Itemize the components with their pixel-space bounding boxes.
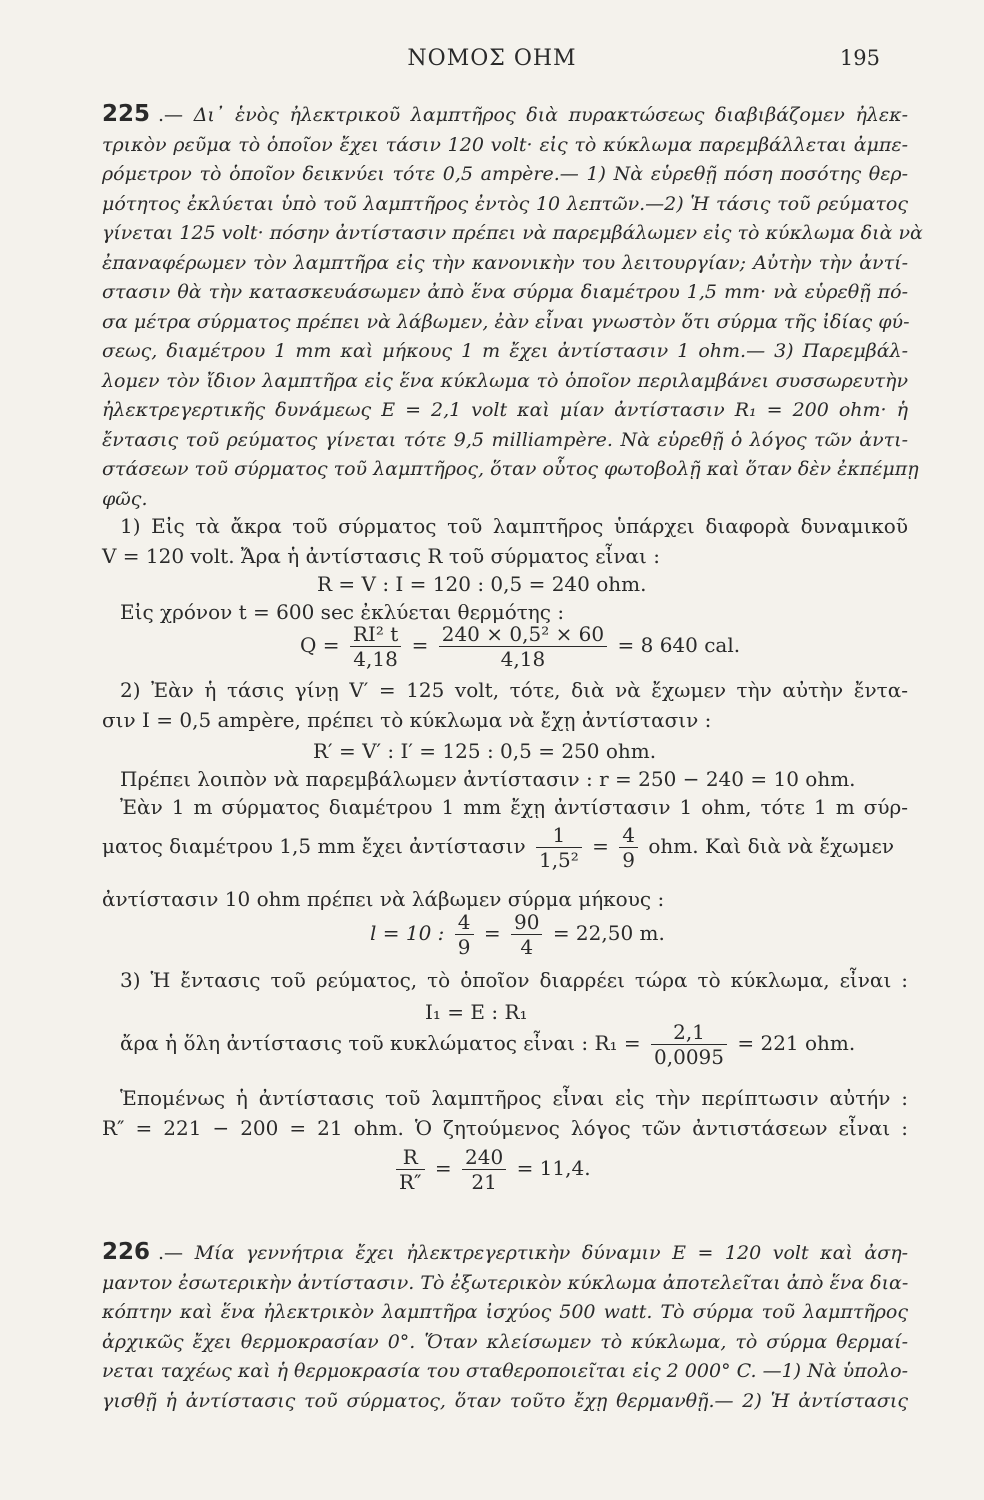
solution-part-3 — [102, 966, 908, 996]
statement-line: ἐπαναφέρωμεν τὸν λαμπτῆρα εἰς τὴν κανονικὴν του λειτουργίαν; Αὐτὴν τὴν ἀντί- — [102, 251, 908, 274]
problem-226-statement — [102, 1238, 908, 1416]
statement-line: σα μέτρα σύρματος πρέπει νὰ λάβωμεν, ἐὰν εἶναι γνωστὸν ὅτι σύρμα τῆς ἰδίας φύ- — [102, 310, 910, 333]
running-title: ΝΟΜΟΣ ΟΗΜ — [407, 46, 577, 71]
statement-line: μαντον ἐσωτερικὴν ἀντίστασιν. Τὸ ἐξωτερικὸν κύκλωμα ἀποτελεῖται ἀπὸ ἕνα δια- — [102, 1271, 909, 1294]
problem-225-statement — [102, 100, 923, 514]
solution-line: ἀντίστασιν 10 ohm πρέπει νὰ λάβωμεν σύρμα μήκους : — [102, 887, 665, 911]
fraction: $\frac{4}{9}$ — [619, 823, 638, 872]
solution-line: V = 120 volt. Ἄρα ἡ ἀντίστασις R τοῦ σύρματος εἶναι : — [102, 543, 660, 568]
fraction: $\frac{R}{R''}$ — [396, 1145, 425, 1194]
solution-part-3b — [102, 1084, 908, 1143]
fraction: $\frac{2,1}{0,0095}$ — [651, 1020, 727, 1069]
solution-part-1 — [102, 512, 908, 571]
statement-line: φῶς. — [102, 487, 148, 510]
statement-line: 226 .— Μία γεννήτρια ἔχει ἠλεκτρεγερτικὴν δύναμιν E = 120 volt καὶ ἀση- — [102, 1239, 908, 1265]
page-number: 195 — [839, 46, 880, 70]
statement-line: ἠλεκτρεγερτικῆς δυνάμεως E = 2,1 volt καὶ μίαν ἀντίστασιν R₁ = 200 ohm· ἡ — [102, 399, 908, 421]
fraction: $\frac{4}{9}$ — [455, 910, 474, 959]
statement-line: σεως, διαμέτρου 1 mm καὶ μήκους 1 m ἔχει ἀντίστασιν 1 ohm.— 3) Παρεμβάλ- — [102, 340, 908, 362]
fraction: $\frac{1}{\text{1,5²}}$ — [536, 823, 582, 872]
solution-line: 1) Εἰς τὰ ἄκρα τοῦ σύρματος τοῦ λαμπτῆρος ὑπάρχει διαφορὰ δυναμικοῦ — [120, 514, 908, 538]
statement-line: στάσεων τοῦ σύρματος τοῦ λαμπτῆρος, ὅταν οὗτος φωτοβολῇ καὶ ὅταν δὲν ἐκπέμπῃ — [102, 458, 919, 480]
solution-line-block — [102, 793, 908, 823]
statement-line: τρικὸν ρεῦμα τὸ ὁποῖον ἔχει τάσιν 120 volt· εἰς τὸ κύκλωμα παρεμβάλλεται ἀμπε- — [102, 133, 908, 156]
fraction: $\frac{90}{4}$ — [511, 910, 542, 959]
solution-part-2 — [102, 676, 908, 735]
problem-number: 225 — [102, 101, 151, 127]
problem-number: 226 — [102, 1239, 151, 1265]
eq-result: = 8 640 cal. — [617, 633, 741, 657]
fraction: $\frac{\text{240 × 0,5² × 60}}{4,18}$ — [439, 622, 607, 671]
equation-heat: Q = $\frac{\text{RI² t}}{4,18}$ = $\frac{\text{240 × 0,5² × 60}}{4,18}$ = 8 640 cal. — [300, 622, 741, 671]
solution-line: R″ = 221 − 200 = 21 ohm. Ὁ ζητούμενος λόγος τῶν ἀντιστάσεων εἶναι : — [102, 1115, 908, 1140]
equation-length: l = 10 : $\frac{4}{9}$ = $\frac{90}{4}$ = 22,50 m. — [370, 910, 665, 959]
fraction: $\frac{\text{RI² t}}{4,18}$ — [350, 622, 401, 671]
solution-line-with-fraction: ἄρα ἡ ὅλη ἀντίστασις τοῦ κυκλώματος εἶναι : R₁ = $\frac{2,1}{0,0095}$ = 221 ohm. — [120, 1020, 856, 1069]
solution-line: Ἑπομένως ἡ ἀντίστασις τοῦ λαμπτῆρος εἶναι εἰς τὴν περίπτωσιν αὐτήν : — [120, 1086, 908, 1110]
equation-ratio: $\frac{R}{R''}$ = $\frac{240}{21}$ = 11,4. — [392, 1145, 591, 1194]
page-header — [0, 46, 984, 76]
statement-line: νεται ταχέως καὶ ἡ θερμοκρασία του σταθεροποιεῖται εἰς 2 000° C. —1) Νὰ ὑπολο- — [102, 1360, 908, 1382]
statement-line: ρόμετρον τὸ ὁποῖον δεικνύει τότε 0,5 ampère.— 1) Νὰ εὑρεθῇ πόση ποσότης θερ- — [102, 163, 908, 185]
equation-resistance-2: R′ = V′ : I′ = 125 : 0,5 = 250 ohm. — [313, 739, 657, 763]
equation-resistance: R = V : I = 120 : 0,5 = 240 ohm. — [317, 572, 647, 596]
solution-line: 2) Ἐὰν ἡ τάσις γίνῃ V′ = 125 volt, τότε, διὰ νὰ ἔχωμεν τὴν αὐτὴν ἔντα- — [120, 678, 908, 702]
statement-line: 225 .— Δι᾽ ἑνὸς ἠλεκτρικοῦ λαμπτῆρος διὰ πυρακτώσεως διαβιβάζομεν ἠλεκ- — [102, 101, 908, 127]
equation-current: I₁ = E : R₁ — [425, 1000, 528, 1024]
solution-line: Πρέπει λοιπὸν νὰ παρεμβάλωμεν ἀντίστασιν : r = 250 − 240 = 10 ohm. — [120, 767, 856, 791]
solution-line-with-fraction: ματος διαμέτρου 1,5 mm ἔχει ἀντίστασιν $\frac{1}{\text{1,5²}}$ = $\frac{4}{9}$ ohm. Καὶ διὰ νὰ ἔχωμεν — [102, 823, 895, 872]
eq-lhs: Q = — [300, 633, 340, 657]
statement-line: μότητος ἐκλύεται ὑπὸ τοῦ λαμπτῆρος ἐντὸς 10 λεπτῶν.—2) Ἡ τάσις τοῦ ρεύματος — [102, 192, 908, 215]
statement-line: ἔντασις τοῦ ρεύματος γίνεται τότε 9,5 milliampère. Νὰ εὑρεθῇ ὁ λόγος τῶν ἀντι- — [102, 428, 908, 451]
statement-line: στασιν θὰ τὴν κατασκευάσωμεν ἀπὸ ἕνα σύρμα διαμέτρου 1,5 mm· νὰ εὑρεθῇ πό- — [102, 281, 908, 303]
statement-line: ἀρχικῶς ἔχει θερμοκρασίαν 0°. Ὅταν κλείσωμεν τὸ κύκλωμα, τὸ σύρμα θερμαί- — [102, 1330, 908, 1353]
solution-line: 3) Ἡ ἔντασις τοῦ ρεύματος, τὸ ὁποῖον διαρρέει τώρα τὸ κύκλωμα, εἶναι : — [120, 968, 908, 992]
statement-line: γίνεται 125 volt· πόσην ἀντίστασιν πρέπει νὰ παρεμβάλωμεν εἰς τὸ κύκλωμα διὰ νὰ — [102, 222, 923, 244]
statement-line: γισθῇ ἡ ἀντίστασις τοῦ σύρματος, ὅταν τοῦτο ἔχῃ θερμανθῇ.— 2) Ἡ ἀντίστασις — [102, 1389, 908, 1412]
statement-line: λομεν τὸν ἴδιον λαμπτῆρα εἰς ἕνα κύκλωμα τὸ ὁποῖον περιλαμβάνει συσσωρευτὴν — [102, 369, 908, 392]
fraction: $\frac{240}{21}$ — [462, 1145, 506, 1194]
solution-line: Ἐὰν 1 m σύρματος διαμέτρου 1 mm ἔχῃ ἀντίστασιν 1 ohm, τότε 1 m σύρ- — [120, 795, 909, 819]
statement-line: κόπτην καὶ ἕνα ἠλεκτρικὸν λαμπτῆρα ἰσχύος 500 watt. Τὸ σύρμα τοῦ λαμπτῆρος — [102, 1301, 908, 1323]
solution-line: Εἰς χρόνον t = 600 sec ἐκλύεται θερμότης : — [120, 600, 565, 624]
solution-line: σιν I = 0,5 ampère, πρέπει τὸ κύκλωμα νὰ ἔχῃ ἀντίστασιν : — [102, 707, 712, 732]
